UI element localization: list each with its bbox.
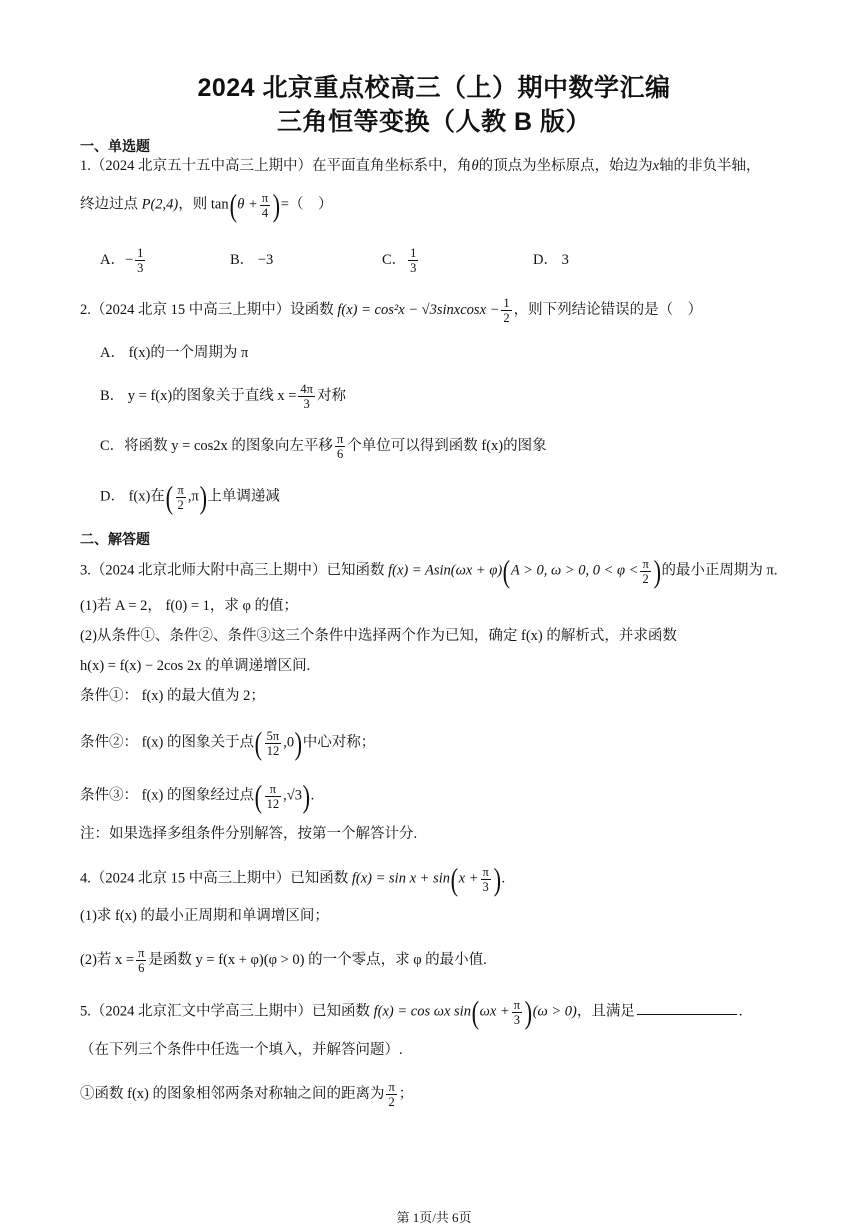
- q2-option-a: A． f(x)的一个周期为 π: [100, 345, 249, 361]
- q3-part-2b: h(x) = f(x) − 2cos 2x 的单调递增区间.: [80, 658, 311, 674]
- q1-option-d: D． 3: [533, 252, 569, 268]
- q1-option-a: A．− $\frac{1}{3}$: [100, 246, 144, 275]
- section-answer: 二、解答题: [80, 531, 150, 547]
- q3-note: 注：如果选择多组条件分别解答，按第一个解答计分.: [80, 826, 418, 842]
- page-footer: 第 1页/共 6页: [396, 1210, 472, 1225]
- answer-blank[interactable]: [637, 1014, 737, 1015]
- question-4-stem: 4.（2024 北京 15 中高三上期中）已知函数 f(x) = sin x + sin(x + $\frac{\pi}{3}$ ).: [80, 861, 506, 897]
- question-1-stem: 1.（2024 北京五十五中高三上期中）在平面直角坐标系中，角θ的顶点为坐标原点，始边为x轴的非负半轴，: [80, 158, 761, 174]
- section-single-choice: 一、单选题: [80, 138, 150, 154]
- q2-option-b: B． y = f(x)的图象关于直线 x = $\frac{4\pi}{3}$ 对称: [100, 382, 346, 411]
- q1-option-c: C． $\frac{1}{3}$: [382, 246, 417, 275]
- q3-condition-2: 条件②： f(x) 的图象关于点( $\frac{5\pi}{12}$ ,0)中心对称；: [80, 725, 376, 761]
- question-1-stem-2: 终边过点 P(2,4)，则 tan(θ + $\frac{\pi}{4}$ )=（ ）: [80, 187, 333, 223]
- q5-instruction: （在下列三个条件中任选一个填入，并解答问题）.: [80, 1042, 403, 1058]
- q3-condition-3: 条件③： f(x) 的图象经过点( $\frac{\pi}{12}$ ,√3).: [80, 778, 315, 814]
- q2-option-c: C．将函数 y = cos2x 的图象向左平移 $\frac{\pi}{6}$ 个单位可以得到函数 f(x)的图象: [100, 432, 547, 461]
- q5-condition-1: ①函数 f(x) 的图象相邻两条对称轴之间的距离为 $\frac{\pi}{2}$ ；: [80, 1080, 414, 1109]
- question-2-stem: 2.（2024 北京 15 中高三上期中）设函数 f(x) = cos²x − √3sinxcosx − $\frac{1}{2}$ ，则下列结论错误的是（ ）: [80, 296, 703, 325]
- q3-part-2: (2)从条件①、条件②、条件③这三个条件中选择两个作为已知，确定 f(x) 的解析式，并求函数: [80, 628, 677, 644]
- q3-condition-1: 条件①： f(x) 的最大值为 2；: [80, 688, 265, 704]
- q2-option-d: D． f(x)在( $\frac{\pi}{2}$ ,π)上单调递减: [100, 479, 280, 515]
- q4-part-2: (2)若 x = $\frac{\pi}{6}$ 是函数 y = f(x + φ)(φ > 0) 的一个零点，求 φ 的最小值.: [80, 946, 487, 975]
- page-subtitle: 三角恒等变换（人教 B 版）: [277, 108, 591, 136]
- page-title: 2024 北京重点校高三（上）期中数学汇编: [197, 74, 671, 102]
- q3-part-1: (1)若 A = 2， f(0) = 1，求 φ 的值；: [80, 598, 299, 614]
- q4-part-1: (1)求 f(x) 的最小正周期和单调增区间；: [80, 908, 329, 924]
- q1-option-b: B． −3: [230, 252, 274, 268]
- question-5-stem: 5.（2024 北京汇文中学高三上期中）已知函数 f(x) = cos ωx sin(ωx + $\frac{\pi}{3}$ )(ω > 0)，且满足 .: [80, 994, 743, 1030]
- question-3-stem: 3.（2024 北京北师大附中高三上期中）已知函数 f(x) = Asin(ωx + φ)(A > 0, ω > 0, 0 < φ < $\frac{\pi}{2}$ )的最小正周期为 π.: [80, 553, 778, 589]
